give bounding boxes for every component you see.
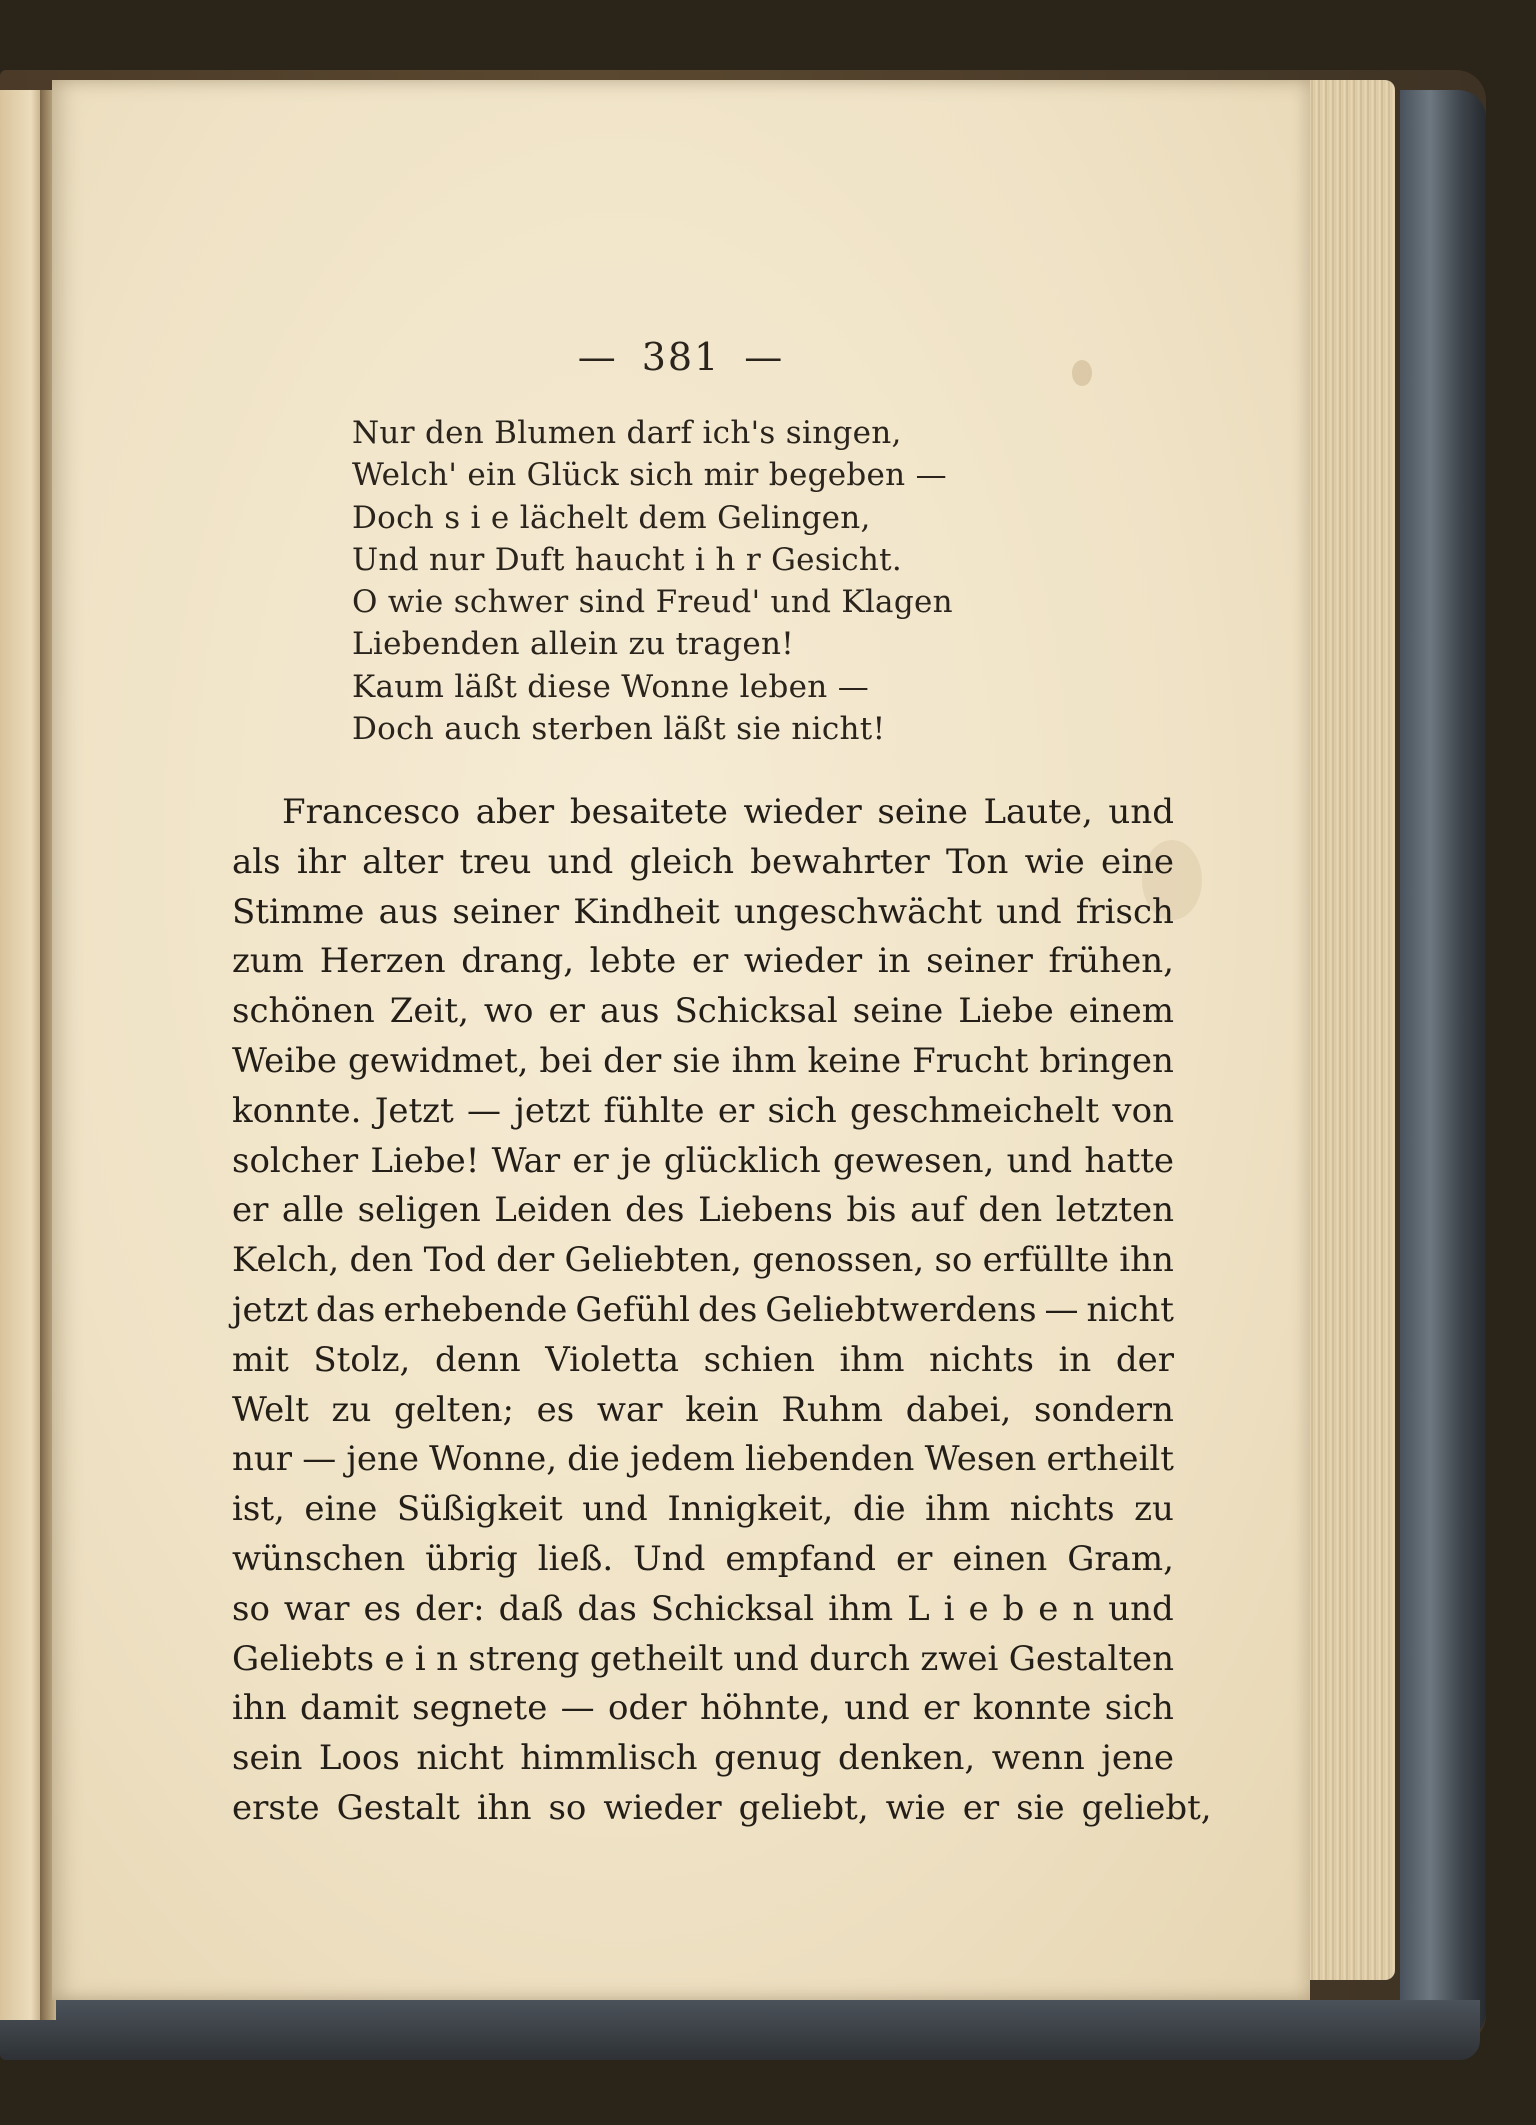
left-page-edge — [0, 90, 44, 2020]
word: empfand — [725, 1538, 877, 1579]
word: auf — [910, 1190, 965, 1231]
word: Geliebts — [232, 1638, 375, 1679]
word: es — [363, 1588, 402, 1629]
word: kein — [685, 1389, 759, 1430]
word: denn — [434, 1339, 521, 1380]
word: seine — [877, 792, 968, 832]
word: damit — [300, 1688, 399, 1729]
word: der: — [415, 1588, 485, 1629]
word: sie — [1016, 1787, 1065, 1828]
word: so — [548, 1787, 587, 1828]
word: von — [1112, 1090, 1174, 1131]
word: und — [733, 1638, 799, 1679]
book-cover-bottom — [0, 2000, 1480, 2060]
text-line — [232, 1485, 1174, 1535]
word: und — [844, 1688, 910, 1729]
word: eine — [1100, 841, 1174, 882]
poem-line: Welch' ein Glück sich mir begeben — — [352, 457, 947, 494]
word: er — [232, 1190, 269, 1231]
word: und — [582, 1489, 648, 1530]
word: liebenden — [745, 1439, 915, 1480]
word: Tod — [423, 1240, 486, 1281]
word: b — [1002, 1588, 1025, 1629]
text-line — [232, 1137, 1174, 1187]
word: Gram, — [1067, 1538, 1174, 1579]
word: ließ. — [537, 1538, 614, 1579]
text-line — [232, 838, 1174, 888]
word: er — [962, 1787, 1000, 1828]
word: ihr — [296, 841, 346, 882]
word: den — [978, 1190, 1043, 1231]
word: Jetzt — [374, 1090, 454, 1131]
word: himmlisch — [520, 1738, 698, 1779]
word: Laute, — [983, 792, 1093, 832]
text-line — [232, 1236, 1174, 1286]
word: nur — [232, 1439, 293, 1480]
text-line — [232, 1186, 1174, 1236]
word: geliebt, — [738, 1787, 869, 1828]
word: des — [625, 1190, 685, 1231]
word: — — [560, 1688, 595, 1729]
word: Francesco — [282, 792, 461, 832]
word: Wonne, — [429, 1439, 558, 1480]
word: wie — [885, 1787, 946, 1828]
word: erste — [232, 1787, 320, 1828]
poem-line: Doch auch sterben läßt sie nicht! — [352, 711, 886, 748]
word: streng — [468, 1638, 580, 1679]
word: seiner — [452, 891, 560, 932]
word: seine — [852, 991, 944, 1032]
word: Leiden — [494, 1190, 612, 1231]
word: geliebt, — [1081, 1787, 1212, 1828]
word: so — [934, 1240, 973, 1281]
word: gewidmet, — [348, 1040, 529, 1081]
word: ertheilt — [1046, 1439, 1174, 1480]
word: — — [1044, 1289, 1079, 1330]
word: keine — [807, 1040, 902, 1081]
word: L — [907, 1588, 930, 1629]
word: seiner — [926, 941, 1033, 982]
poem-line: O wie schwer sind Freud' und Klagen — [352, 584, 953, 621]
text-line — [232, 1037, 1174, 1087]
text-line — [232, 1286, 1174, 1336]
word: n — [1072, 1588, 1095, 1629]
word: schönen — [232, 991, 375, 1032]
word: seligen — [357, 1190, 481, 1231]
word: als — [232, 841, 281, 882]
word: sich — [1104, 1688, 1174, 1729]
page-number — [52, 335, 1310, 379]
word: durch — [809, 1638, 911, 1679]
word: wieder — [743, 941, 863, 982]
word: ungeschwächt — [733, 891, 982, 932]
word: Kindheit — [573, 891, 720, 932]
word: aus — [378, 891, 439, 932]
word: zu — [1134, 1489, 1174, 1530]
word: wo — [483, 991, 534, 1032]
word: ihm — [925, 1489, 991, 1530]
word: Frucht — [912, 1040, 1029, 1081]
word: frisch — [1075, 891, 1174, 932]
word: Liebe — [958, 991, 1054, 1032]
word: in — [1058, 1339, 1092, 1380]
word: treu — [459, 841, 532, 882]
word: Wesen — [924, 1439, 1037, 1480]
word: — — [467, 1090, 502, 1131]
word: Violetta — [545, 1339, 680, 1380]
text-line — [232, 1087, 1174, 1137]
book-cover-edge — [1400, 90, 1486, 2040]
word: einen — [952, 1538, 1048, 1579]
text-line — [232, 937, 1174, 987]
word: ihn — [232, 1688, 287, 1729]
word: segnete — [412, 1688, 548, 1729]
word: Gestalten — [1008, 1638, 1174, 1679]
word: oder — [608, 1688, 687, 1729]
word: alle — [281, 1190, 345, 1231]
word: mit — [232, 1339, 289, 1380]
word: jedem — [630, 1439, 735, 1480]
word: er — [922, 1688, 960, 1729]
word: je — [621, 1140, 652, 1181]
word: gewesen, — [832, 1140, 995, 1181]
text-line — [232, 888, 1174, 938]
word: und — [1108, 792, 1174, 832]
word: wieder — [743, 792, 862, 832]
word: sein — [232, 1738, 303, 1779]
word: war — [283, 1588, 350, 1629]
word: in — [877, 941, 911, 982]
word: daß — [498, 1588, 564, 1629]
word: des — [697, 1289, 758, 1330]
word: jetzt — [232, 1289, 308, 1330]
text-line — [232, 1386, 1174, 1436]
word: und — [1108, 1588, 1174, 1629]
word: solcher — [232, 1140, 359, 1181]
word: ihm — [731, 1040, 797, 1081]
word: jene — [346, 1439, 420, 1480]
word: Loos — [318, 1738, 400, 1779]
word: er — [572, 1140, 609, 1181]
word: gelten; — [394, 1389, 514, 1430]
word: Geliebten, — [564, 1240, 742, 1281]
word: bewahrter — [750, 841, 930, 882]
word: bringen — [1039, 1040, 1174, 1081]
word: eine — [304, 1489, 378, 1530]
word: einem — [1068, 991, 1174, 1032]
word: Innigkeit, — [667, 1489, 834, 1530]
poem-stanza — [352, 412, 1252, 750]
text-line — [232, 1684, 1174, 1734]
word: Schicksal — [650, 1588, 815, 1629]
word: Kelch, — [232, 1240, 340, 1281]
word: Liebens — [698, 1190, 833, 1231]
word: Geliebtwerdens — [765, 1289, 1037, 1330]
word: zwei — [920, 1638, 999, 1679]
word: ihn — [1119, 1240, 1174, 1281]
word: der — [496, 1240, 555, 1281]
text-line — [232, 1734, 1174, 1784]
word: der — [1115, 1339, 1174, 1380]
word: drang, — [461, 941, 575, 982]
text-line — [232, 1585, 1174, 1635]
word: genug — [714, 1738, 822, 1779]
word: den — [349, 1240, 414, 1281]
page-number-dash-left: — — [577, 335, 618, 379]
word: höhnte, — [699, 1688, 831, 1729]
page-number-value: 381 — [641, 335, 721, 379]
word: Zeit, — [389, 991, 469, 1032]
word: ihm — [839, 1339, 905, 1380]
word: i — [414, 1638, 426, 1679]
word: zu — [331, 1389, 372, 1430]
word: glücklich — [663, 1140, 821, 1181]
word: Gestalt — [336, 1787, 460, 1828]
text-line — [232, 1784, 1212, 1834]
word: nichts — [929, 1339, 1034, 1380]
word: — — [302, 1439, 337, 1480]
word: übrig — [425, 1538, 518, 1579]
page-number-dash-right: — — [744, 335, 785, 379]
word: nicht — [416, 1738, 504, 1779]
text-line — [232, 788, 1174, 838]
word: frühen, — [1048, 941, 1174, 982]
word: War — [491, 1140, 561, 1181]
text-line — [232, 1336, 1174, 1386]
word: sie — [672, 1040, 721, 1081]
word: Gefühl — [575, 1289, 690, 1330]
word: und — [1006, 1140, 1073, 1181]
text-line — [232, 987, 1174, 1037]
text-line — [232, 1535, 1174, 1585]
word: i — [943, 1588, 955, 1629]
poem-line: Und nur Duft haucht i h r Gesicht. — [352, 541, 903, 578]
poem-line: Doch s i e lächelt dem Gelingen, — [352, 499, 871, 536]
word: alter — [362, 841, 444, 882]
word: bei — [539, 1040, 593, 1081]
word: getheilt — [589, 1638, 723, 1679]
word: jetzt — [514, 1090, 591, 1131]
word: die — [567, 1439, 620, 1480]
word: er — [896, 1538, 933, 1579]
word: lebte — [589, 941, 677, 982]
word: nicht — [1086, 1289, 1174, 1330]
word: nichts — [1009, 1489, 1115, 1530]
word: schien — [703, 1339, 815, 1380]
word: Welt — [232, 1389, 309, 1430]
word: erhebende — [383, 1289, 568, 1330]
word: und — [996, 891, 1062, 932]
word: sich — [767, 1090, 837, 1131]
word: Weibe — [232, 1040, 338, 1081]
word: Ruhm — [781, 1389, 884, 1430]
word: das — [315, 1289, 376, 1330]
right-page — [52, 80, 1310, 2000]
word: denken, — [838, 1738, 976, 1779]
word: war — [596, 1389, 663, 1430]
poem-line: Liebenden allein zu tragen! — [352, 626, 795, 663]
word: e — [968, 1588, 989, 1629]
word: sondern — [1034, 1389, 1174, 1430]
word: gleich — [629, 841, 735, 882]
word: Ton — [945, 841, 1009, 882]
word: aber — [475, 792, 555, 832]
word: es — [536, 1389, 575, 1430]
word: er — [691, 941, 729, 982]
word: dabei, — [905, 1389, 1012, 1430]
text-line — [232, 1635, 1174, 1685]
word: Herzen — [319, 941, 446, 982]
word: zum — [232, 941, 305, 982]
word: er — [717, 1090, 755, 1131]
word: e — [384, 1638, 405, 1679]
word: erfüllte — [982, 1240, 1110, 1281]
poem-line: Nur den Blumen darf ich's singen, — [352, 415, 902, 451]
word: so — [232, 1588, 270, 1629]
poem-line: Kaum läßt diese Wonne leben — — [352, 668, 870, 705]
word: Stimme — [232, 891, 365, 932]
word: er — [548, 991, 585, 1032]
word: geschmeichelt — [850, 1090, 1100, 1131]
word: der — [603, 1040, 662, 1081]
word: Stolz, — [313, 1339, 411, 1380]
word: die — [852, 1489, 906, 1530]
word: wenn — [991, 1738, 1085, 1779]
word: Schicksal — [674, 991, 838, 1032]
word: Und — [633, 1538, 706, 1579]
word: aus — [599, 991, 660, 1032]
prose-paragraph — [232, 788, 1212, 1834]
word: ihn — [476, 1787, 532, 1828]
word: hatte — [1084, 1140, 1174, 1181]
word: wünschen — [232, 1538, 406, 1579]
word: bis — [846, 1190, 897, 1231]
word: n — [436, 1638, 459, 1679]
page-stack-edge — [1300, 80, 1395, 1980]
word: letzten — [1055, 1190, 1174, 1231]
word: fühlte — [603, 1090, 705, 1131]
word: e — [1038, 1588, 1059, 1629]
word: wieder — [603, 1787, 722, 1828]
word: ihm — [828, 1588, 894, 1629]
text-line — [232, 1435, 1174, 1485]
word: genossen, — [752, 1240, 925, 1281]
word: konnte. — [232, 1090, 362, 1131]
word: besaitete — [569, 792, 728, 832]
word: Liebe! — [370, 1140, 480, 1181]
word: jene — [1101, 1738, 1174, 1779]
word: wie — [1024, 841, 1085, 882]
word: ist, — [232, 1489, 285, 1530]
word: das — [577, 1588, 637, 1629]
word: Süßigkeit — [396, 1489, 563, 1530]
word: konnte — [972, 1688, 1092, 1729]
word: und — [547, 841, 614, 882]
